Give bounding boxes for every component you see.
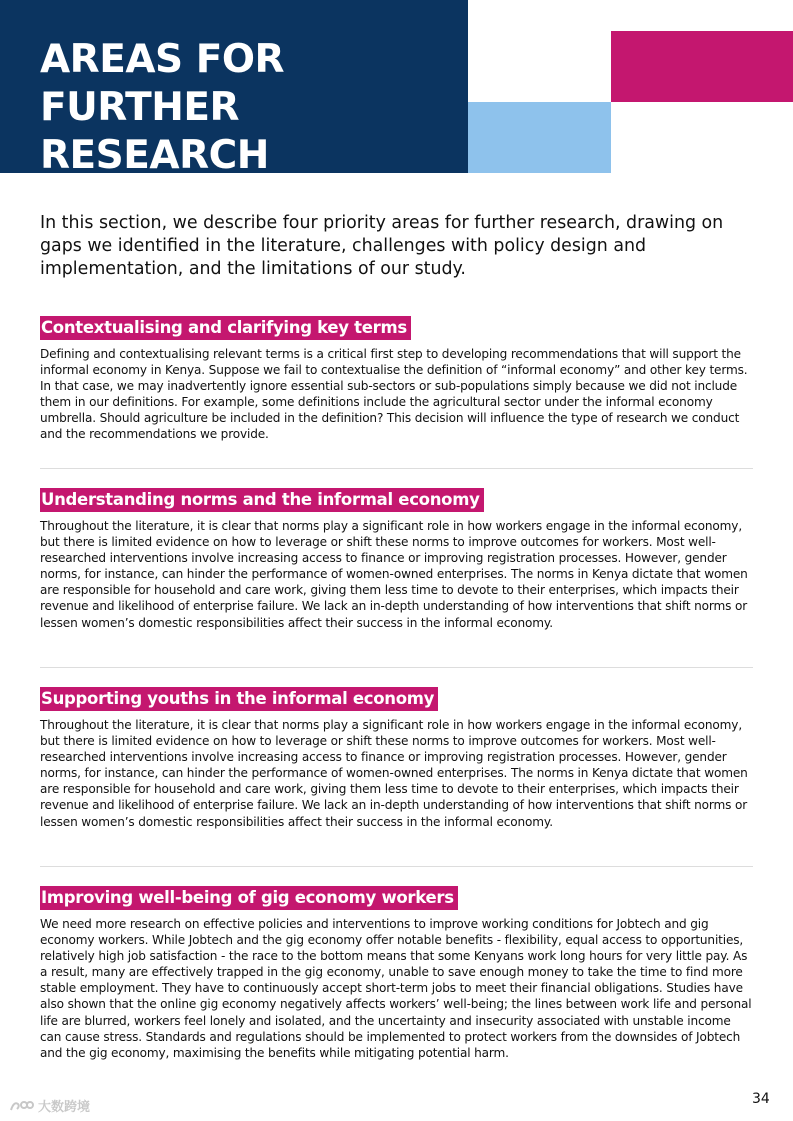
section-body: Throughout the literature, it is clear that norms play a significant role in how workers engage in the informal economy, but there is limited evidence on how to leverage or shift these norms to improve outcomes for workers. Most well-researched interventions involve increasing access to finance or improving registration processes. However, gender norms, for instance, can hinder the performance of women-owned enterprises. The norms in Kenya dictate that women are responsible for household and care work, giving them less time to devote to their enterprises, which impacts their revenue and likelihood of enterprise failure. We lack an in-depth understanding of how interventions that shift norms or lessen women’s domestic responsibilities affect their success in the informal economy. [40,718,748,829]
section-divider [40,866,753,867]
section-heading: Improving well-being of gig economy workers [40,886,458,910]
section-youths [40,687,760,830]
section-heading: Supporting youths in the informal economy [40,687,438,711]
section-contextualising [40,316,760,443]
section-norms [40,488,760,631]
section-gig-economy [40,886,760,1061]
intro-paragraph: In this section, we describe four priority areas for further research, drawing on gaps we identified in the literature, challenges with policy design and implementation, and the limitations of our study. [40,213,724,279]
section-heading: Understanding norms and the informal economy [40,488,484,512]
page-title [40,36,468,180]
section-body: Defining and contextualising relevant terms is a critical first step to developing recommendations that will support the informal economy in Kenya. Suppose we fail to contextualise the definition of “informal economy” and other key terms. In that case, we may inadvertently ignore essential sub-sectors or sub-populations simply because we did not include them in our definitions. For example, some definitions include the agricultural sector under the informal economy umbrella. Should agriculture be included in the definition? This decision will influence the type of research we conduct and the recommendations we provide. [40,347,748,442]
watermark [8,1096,90,1115]
section-divider [40,667,753,668]
decorative-magenta-block [611,31,793,102]
page-title-line-2: FURTHER RESEARCH [40,85,269,178]
section-heading: Contextualising and clarifying key terms [40,316,411,340]
watermark-logo-icon [8,1098,34,1114]
section-body: Throughout the literature, it is clear that norms play a significant role in how workers engage in the informal economy, but there is limited evidence on how to leverage or shift these norms to improve outcomes for workers. Most well-researched interventions involve increasing access to finance or improving registration processes. However, gender norms, for instance, can hinder the performance of women-owned enterprises. The norms in Kenya dictate that women are responsible for household and care work, giving them less time to devote to their enterprises, which impacts their revenue and likelihood of enterprise failure. We lack an in-depth understanding of how interventions that shift norms or lessen women’s domestic responsibilities affect their success in the informal economy. [40,519,748,630]
page-title-line-1: AREAS FOR [40,37,285,82]
section-divider [40,468,753,469]
section-body: We need more research on effective policies and interventions to improve working conditions for Jobtech and gig economy workers. While Jobtech and the gig economy offer notable benefits - flexibility, equal access to opportunities, relatively high job satisfaction - the race to the bottom means that some Kenyans work long hours for very little pay. As a result, many are effectively trapped in the gig economy, unable to save enough money to take the time to find more stable employment. They have to continuously accept short-term jobs to meet their financial obligations. Studies have also shown that the online gig economy negatively affects workers’ well-being; the lines between work life and personal life are blurred, workers feel lonely and isolated, and the uncertainty and insecurity associated with unstable income can cause stress. Standards and regulations should be implemented to protect workers from the downsides of Jobtech and the gig economy, maximising the benefits while mitigating potential harm. [40,917,752,1060]
page-number: 34 [752,1091,770,1107]
watermark-text: 大数跨境 [38,1100,91,1115]
decorative-light-blue-block [468,102,611,173]
header-banner [0,0,468,178]
